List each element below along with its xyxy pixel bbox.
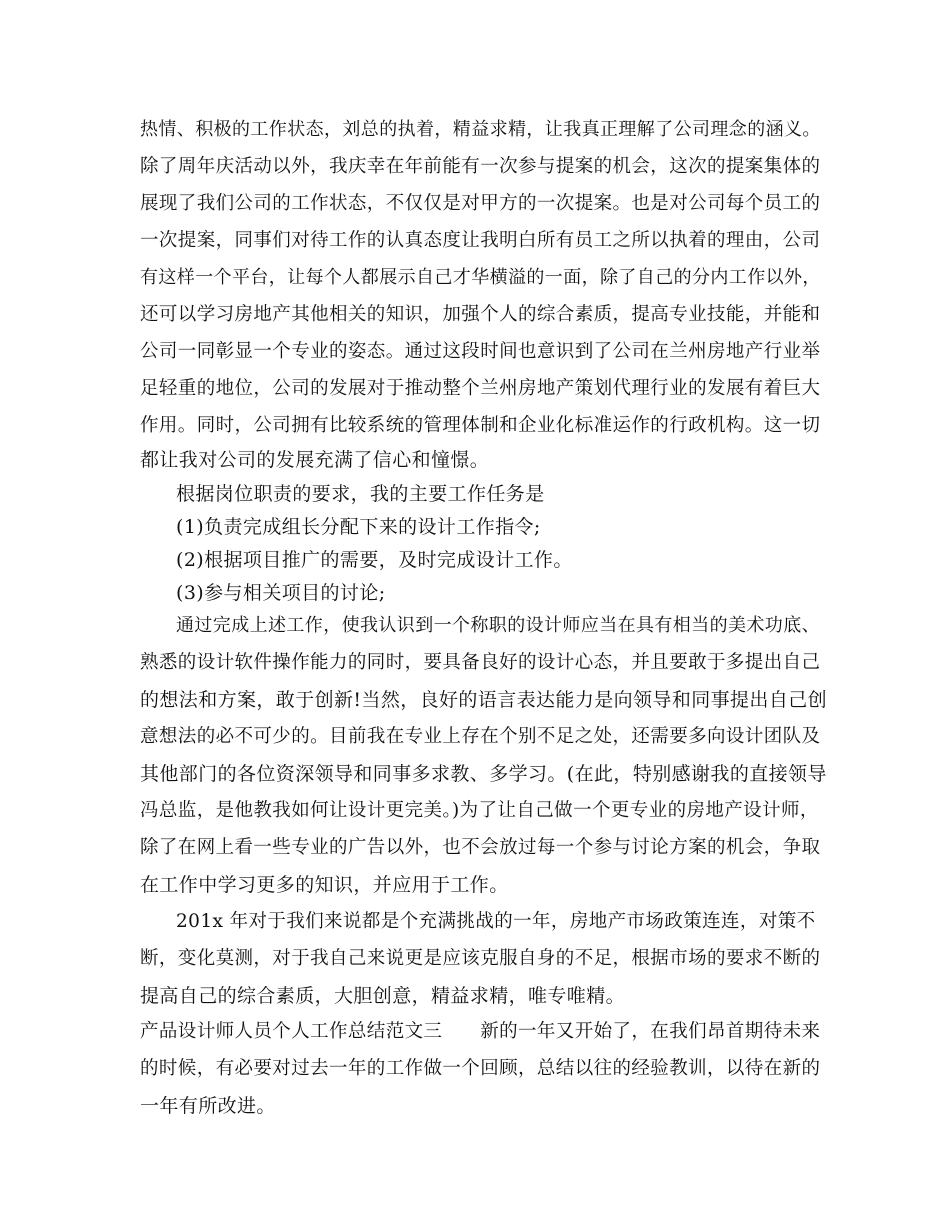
- text-line: 都让我对公司的发展充满了信心和憧憬。: [140, 449, 490, 471]
- text-line: 产品设计师人员个人工作总结范文三 新的一年又开始了，在我们昂首期待未来: [140, 1021, 821, 1042]
- text-line: 有这样一个平台，让每个人都展示自己才华横溢的一面，除了自己的分内工作以外，: [140, 267, 821, 288]
- text-line: 热情、积极的工作状态，刘总的执着，精益求精，让我真正理解了公司理念的涵义。: [140, 119, 821, 140]
- text-line: 还可以学习房地产其他相关的知识，加强个人的综合素质，提高专业技能，并能和: [140, 304, 821, 325]
- text-line: 其他部门的各位资深领导和同事多求教、多学习。(在此，特别感谢我的直接领导: [140, 763, 827, 785]
- text-line: 足轻重的地位，公司的发展对于推动整个兰州房地产策划代理行业的发展有着巨大: [140, 378, 821, 399]
- list-item: (2)根据项目推广的需要，及时完成设计工作。: [176, 549, 573, 571]
- text-line: 作用。同时，公司拥有比较系统的管理体制和企业化标准运作的行政机构。这一切: [140, 415, 821, 436]
- text-line: 提高自己的综合素质，大胆创意，精益求精，唯专唯精。: [140, 985, 626, 1007]
- text-line: 意想法的必不可少的。目前我在专业上存在个别不足之处，还需要多向设计团队及: [140, 726, 821, 747]
- text-line: 的时候，有必要对过去一年的工作做一个回顾，总结以往的经验教训，以待在新的: [140, 1058, 821, 1079]
- text-line: 断，变化莫测，对于我自己来说更是应该克服自身的不足，根据市场的要求不断的: [140, 948, 821, 969]
- text-line: 熟悉的设计软件操作能力的同时，要具备良好的设计心态，并且要敢于多提出自己: [140, 652, 821, 673]
- text-line: 一次提案，同事们对待工作的认真态度让我明白所有员工之所以执着的理由，公司: [140, 230, 821, 251]
- text-line: 一年有所改进。: [140, 1095, 276, 1117]
- list-item: (1)负责完成组长分配下来的设计工作指令;: [176, 516, 541, 538]
- text-line: 根据岗位职责的要求，我的主要工作任务是: [176, 483, 545, 505]
- text-line: 在工作中学习更多的知识，并应用于工作。: [140, 874, 509, 896]
- text-line: 展现了我们公司的工作状态，不仅仅是对甲方的一次提案。也是对公司每个员工的: [140, 193, 821, 214]
- text-line: 除了周年庆活动以外，我庆幸在年前能有一次参与提案的机会，这次的提案集体的: [140, 156, 821, 177]
- text-line: 的想法和方案，敢于创新!当然，良好的语言表达能力是向领导和同事提出自己创: [140, 689, 828, 711]
- text-line: 通过完成上述工作，使我认识到一个称职的设计师应当在具有相当的美术功底、: [176, 615, 820, 636]
- text-line: 201x 年对于我们来说都是个充满挑战的一年，房地产市场政策连连，对策不: [176, 911, 816, 932]
- text-line: 冯总监，是他教我如何让设计更完美。)为了让自己做一个更专业的房地产设计师，: [140, 800, 819, 821]
- text-line: 公司一同彰显一个专业的姿态。通过这段时间也意识到了公司在兰州房地产行业举: [140, 341, 821, 362]
- list-item: (3)参与相关项目的讨论;: [176, 582, 386, 604]
- text-line: 除了在网上看一些专业的广告以外，也不会放过每一个参与讨论方案的机会，争取: [140, 837, 821, 858]
